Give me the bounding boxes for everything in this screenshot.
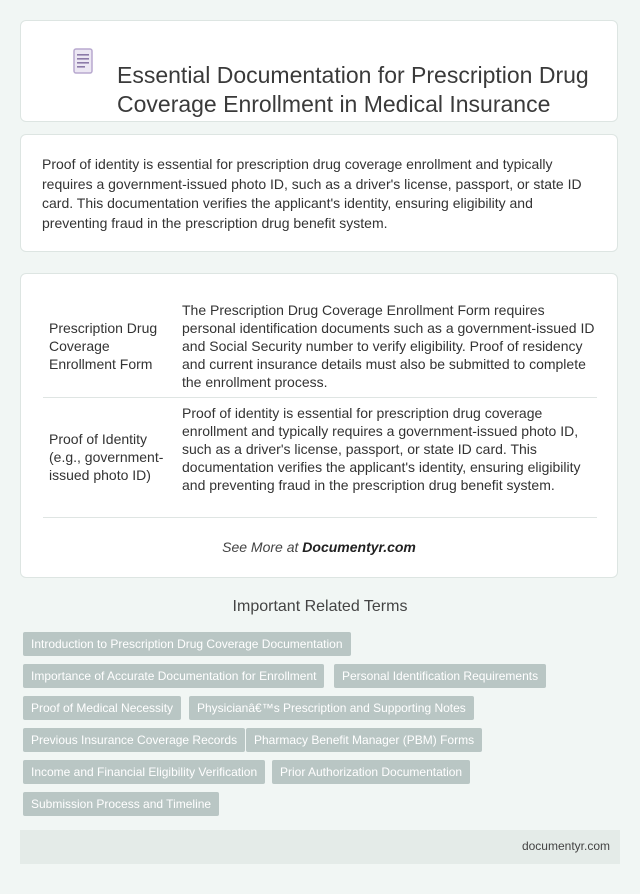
table-row: [43, 296, 597, 398]
related-term-tag[interactable]: Submission Process and Timeline: [23, 792, 219, 816]
related-terms-title: Important Related Terms: [232, 598, 408, 615]
table-row: [43, 398, 597, 518]
related-term-tag[interactable]: Importance of Accurate Documentation for Enrollment: [23, 664, 324, 688]
definitions-table: [20, 273, 618, 578]
related-term-tag[interactable]: Personal Identification Requirements: [334, 664, 546, 688]
document-icon: [73, 48, 93, 74]
related-term-tag[interactable]: Previous Insurance Coverage Records: [23, 728, 245, 752]
see-more-site[interactable]: Documentyr.com: [302, 539, 416, 555]
footer: [20, 830, 620, 864]
related-term-tag[interactable]: Pharmacy Benefit Manager (PBM) Forms: [246, 728, 482, 752]
table-term: Proof of Identity (e.g., government-issued photo ID): [49, 431, 164, 483]
see-more-link[interactable]: [21, 539, 617, 555]
page-title: Essential Documentation for Prescription Drug Coverage Enrollment in Medical Insurance: [117, 62, 589, 117]
header-card: [20, 20, 618, 122]
related-term-tag[interactable]: Prior Authorization Documentation: [272, 760, 470, 784]
intro-text: Proof of identity is essential for prescription drug coverage enrollment and typically requires a government-issued photo ID, such as a driver's license, passport, or state ID card. This documentation verifies the applicant's identity, ensuring eligibility and preventing fraud in the prescription drug benefit system.: [42, 156, 582, 231]
footer-site-link[interactable]: documentyr.com: [521, 839, 610, 853]
table-definition: The Prescription Drug Coverage Enrollment Form requires personal identification documents such as a government-issued ID and Social Security number to verify eligibility. Proof of residency and current insurance details must also be submitted to complete the enrollment process.: [182, 302, 595, 390]
related-term-tag[interactable]: Introduction to Prescription Drug Coverage Documentation: [23, 632, 351, 656]
table-term: Prescription Drug Coverage Enrollment Form: [49, 320, 158, 372]
see-more-prefix: See More at: [222, 539, 299, 555]
intro-card: [20, 134, 618, 252]
related-term-tag[interactable]: Proof of Medical Necessity: [23, 696, 181, 720]
related-term-tag[interactable]: Income and Financial Eligibility Verification: [23, 760, 265, 784]
related-term-tag[interactable]: Physicianâ€™s Prescription and Supporting Notes: [189, 696, 474, 720]
table-definition: Proof of identity is essential for prescription drug coverage enrollment and typically requires a government-issued photo ID, such as a driver's license, passport, or state ID card. This documentation verifies the applicant's identity, ensuring eligibility and preventing fraud in the prescription drug benefit system.: [182, 405, 581, 493]
